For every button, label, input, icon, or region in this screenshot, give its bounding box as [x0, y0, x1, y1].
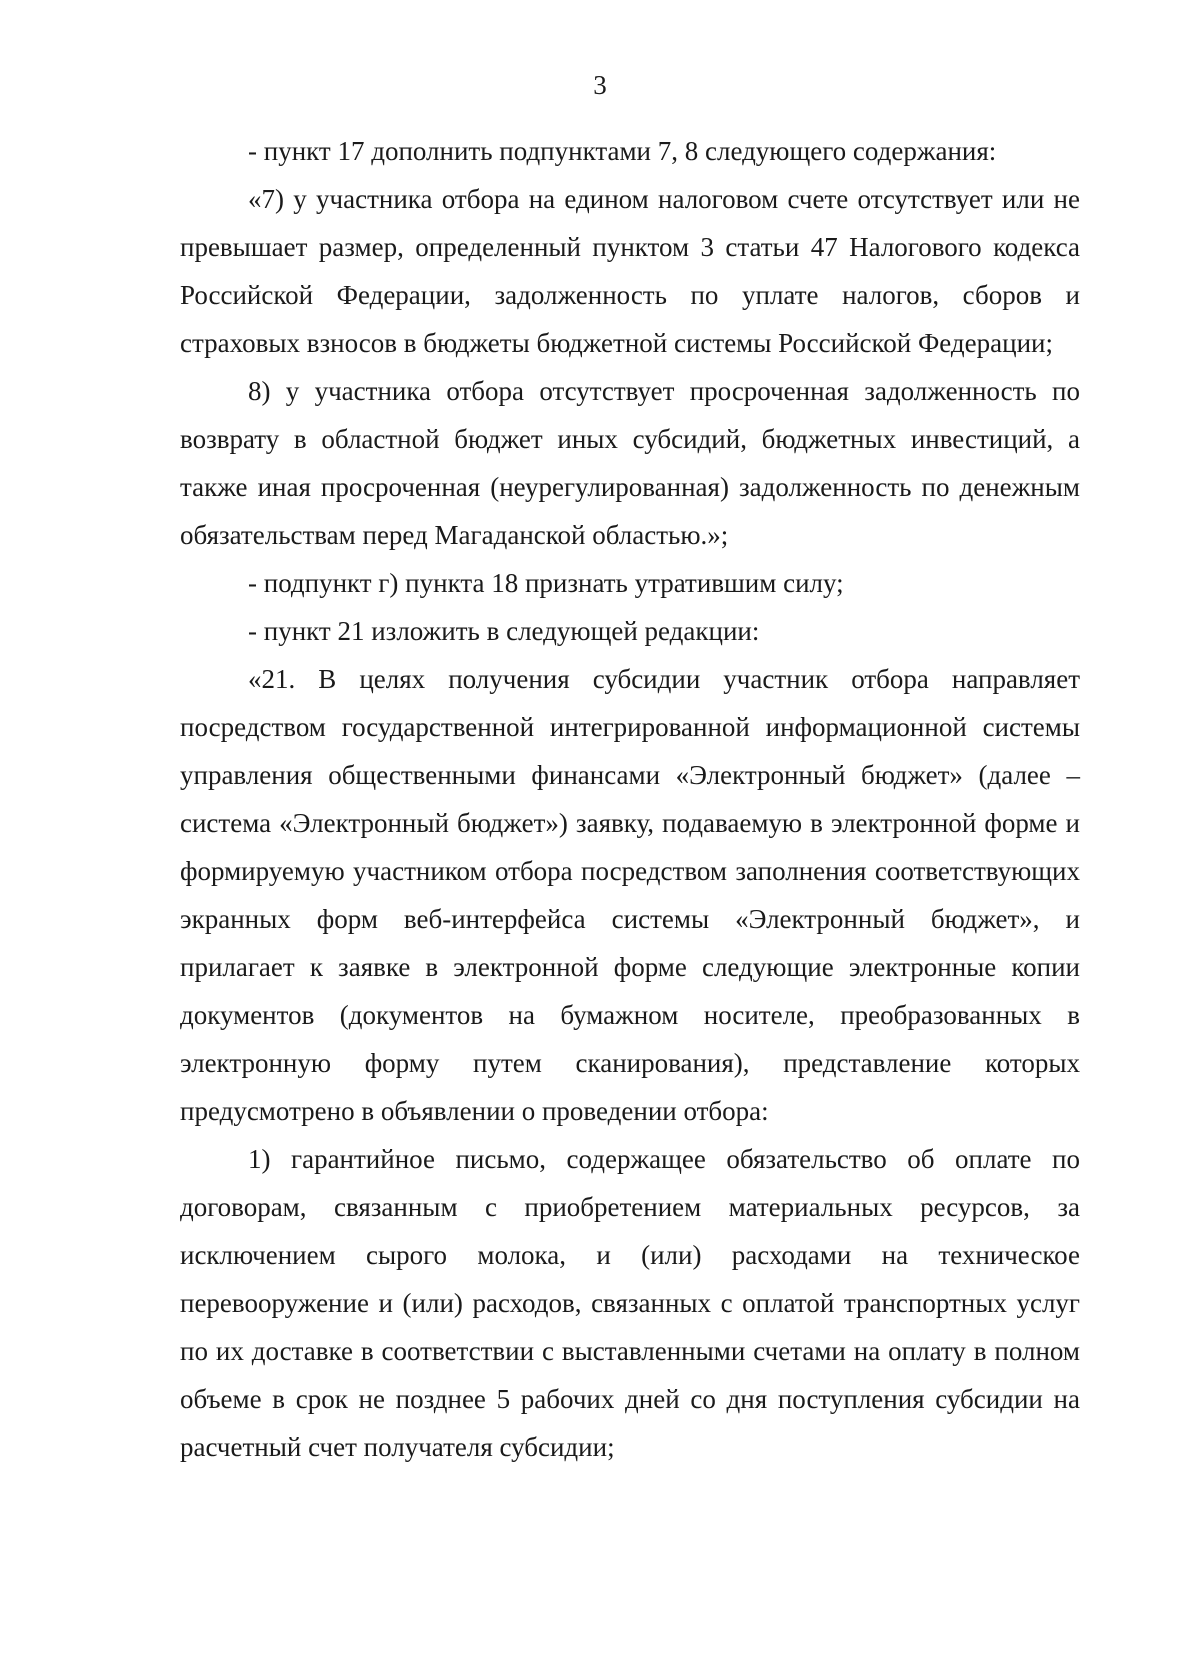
paragraph-item-21-intro: - пункт 21 изложить в следующей редакции:: [248, 616, 760, 646]
paragraph-item-21-text: «21. В целях получения субсидии участник отбора направляет посредством государственной интегрированной информационной системы управления общественными финансами «Электронный бюджет» (далее – система «Электронный бюджет») заявку, подаваемую в электронной форме и формируемую участником отбора посредством заполнения соответствующих экранных форм веб-интерфейса системы «Электронный бюджет», и прилагает к заявке в электронной форме следующие электронные копии документов (документов на бумажном носителе, преобразованных в электронную форму путем сканирования), представление которых предусмотрено в объявлении о проведении отбора:: [180, 664, 1080, 1126]
paragraph-subitem-8: 8) у участника отбора отсутствует просроченная задолженность по возврату в областной бюджет иных субсидий, бюджетных инвестиций, а также иная просроченная (неурегулированная) задолженность по денежным обязательствам перед Магаданской областью.»;: [180, 376, 1080, 550]
paragraph-item-21-subitem-1: 1) гарантийное письмо, содержащее обязательство об оплате по договорам, связанным с приобретением материальных ресурсов, за исключением сырого молока, и (или) расходами на техническое перевооружение и (или) расходов, связанных с оплатой транспортных услуг по их доставке в соответствии с выставленными счетами на оплату в полном объеме в срок не позднее 5 рабочих дней со дня поступления субсидии на расчетный счет получателя субсидии;: [180, 1144, 1080, 1462]
page-number: 3: [593, 70, 607, 100]
document-body: [180, 127, 1080, 1471]
paragraph-subitem-7: «7) у участника отбора на едином налоговом счете отсутствует или не превышает размер, определенный пунктом 3 статьи 47 Налогового кодекса Российской Федерации, задолженность по уплате налогов, сборов и страховых взносов в бюджеты бюджетной системы Российской Федерации;: [180, 184, 1080, 358]
paragraph-item-18-repeal: - подпункт г) пункта 18 признать утратившим силу;: [248, 568, 844, 598]
paragraph-item-17-intro: - пункт 17 дополнить подпунктами 7, 8 следующего содержания:: [248, 136, 997, 166]
